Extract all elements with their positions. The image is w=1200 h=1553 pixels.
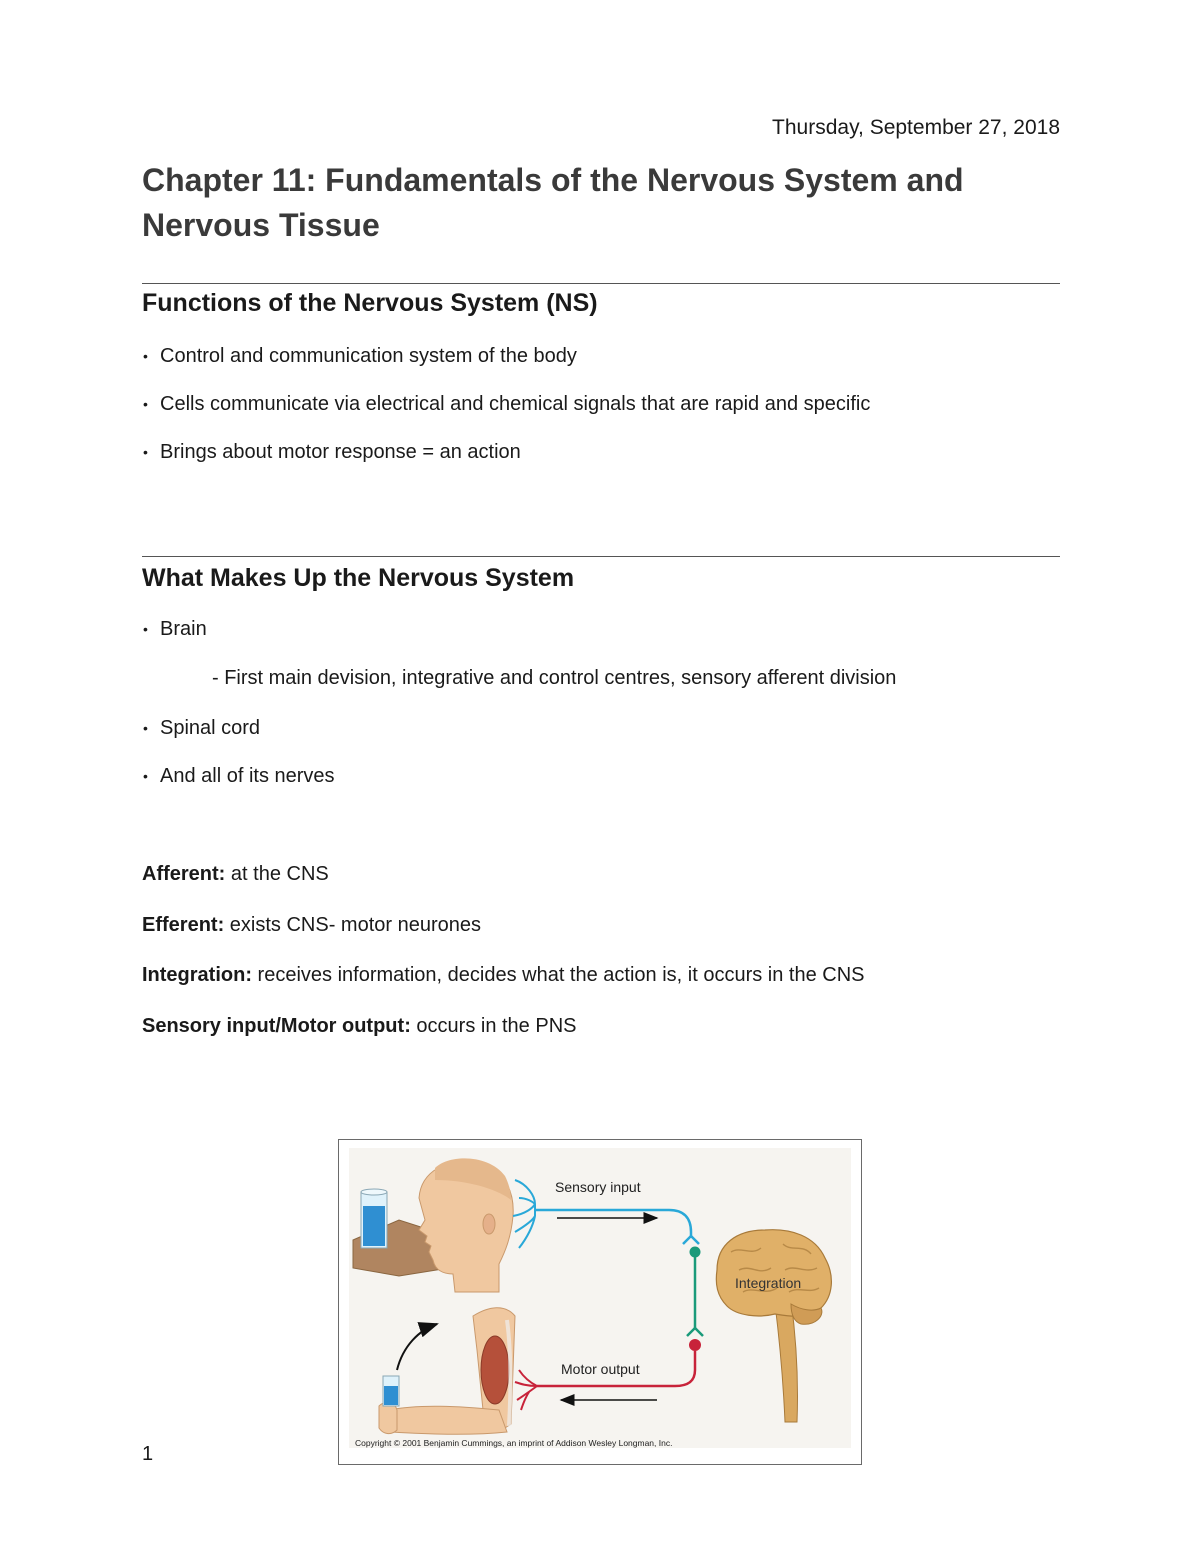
bullet-icon: • — [143, 396, 148, 412]
definition-afferent: Afferent: at the CNS — [142, 863, 329, 885]
definition-sensory-motor: Sensory input/Motor output: occurs in the PNS — [142, 1015, 577, 1037]
definition-efferent: Efferent: exists CNS- motor neurones — [142, 914, 481, 936]
section-heading-makeup: What Makes Up the Nervous System — [142, 564, 575, 592]
makeup-list-a — [142, 617, 207, 665]
bullet-icon: • — [143, 348, 148, 364]
functions-list — [142, 344, 870, 488]
integration-label: Integration — [735, 1275, 802, 1291]
list-item: • And all of its nerves — [143, 765, 335, 787]
list-item: • Control and communication system of the body — [143, 345, 577, 367]
list-item: • Brings about motor response = an action — [143, 441, 521, 463]
sub-list-item: - First main devision, integrative and control centres, sensory afferent division — [212, 667, 897, 689]
diagram-svg — [339, 1140, 861, 1464]
definition-integration: Integration: receives information, decides what the action is, it occurs in the CNS — [142, 964, 865, 986]
nervous-system-diagram — [338, 1139, 862, 1465]
list-item: • Cells communicate via electrical and chemical signals that are rapid and specific — [143, 393, 871, 415]
makeup-list-b — [142, 716, 335, 812]
section-heading-functions: Functions of the Nervous System (NS) — [142, 289, 598, 317]
bullet-icon: • — [143, 621, 148, 637]
list-item: • Spinal cord — [143, 717, 261, 739]
list-item: • Brain — [143, 618, 207, 640]
small-water-glass-icon — [383, 1376, 399, 1406]
divider — [142, 283, 1060, 284]
motor-output-label: Motor output — [561, 1361, 640, 1377]
interneuron-body-icon — [690, 1247, 701, 1258]
divider — [142, 556, 1060, 557]
copyright-text: Copyright © 2001 Benjamin Cummings, an imprint of Addison Wesley Longman, Inc. — [355, 1438, 673, 1448]
motor-neuron-body-icon — [689, 1339, 701, 1351]
sensory-input-label: Sensory input — [555, 1179, 641, 1195]
page-title: Chapter 11: Fundamentals of the Nervous System and Nervous Tissue — [142, 162, 964, 243]
bullet-icon: • — [143, 720, 148, 736]
page-number: 1 — [142, 1443, 154, 1465]
bullet-icon: • — [143, 444, 148, 460]
date: Thursday, September 27, 2018 — [772, 116, 1060, 139]
bullet-icon: • — [143, 768, 148, 784]
